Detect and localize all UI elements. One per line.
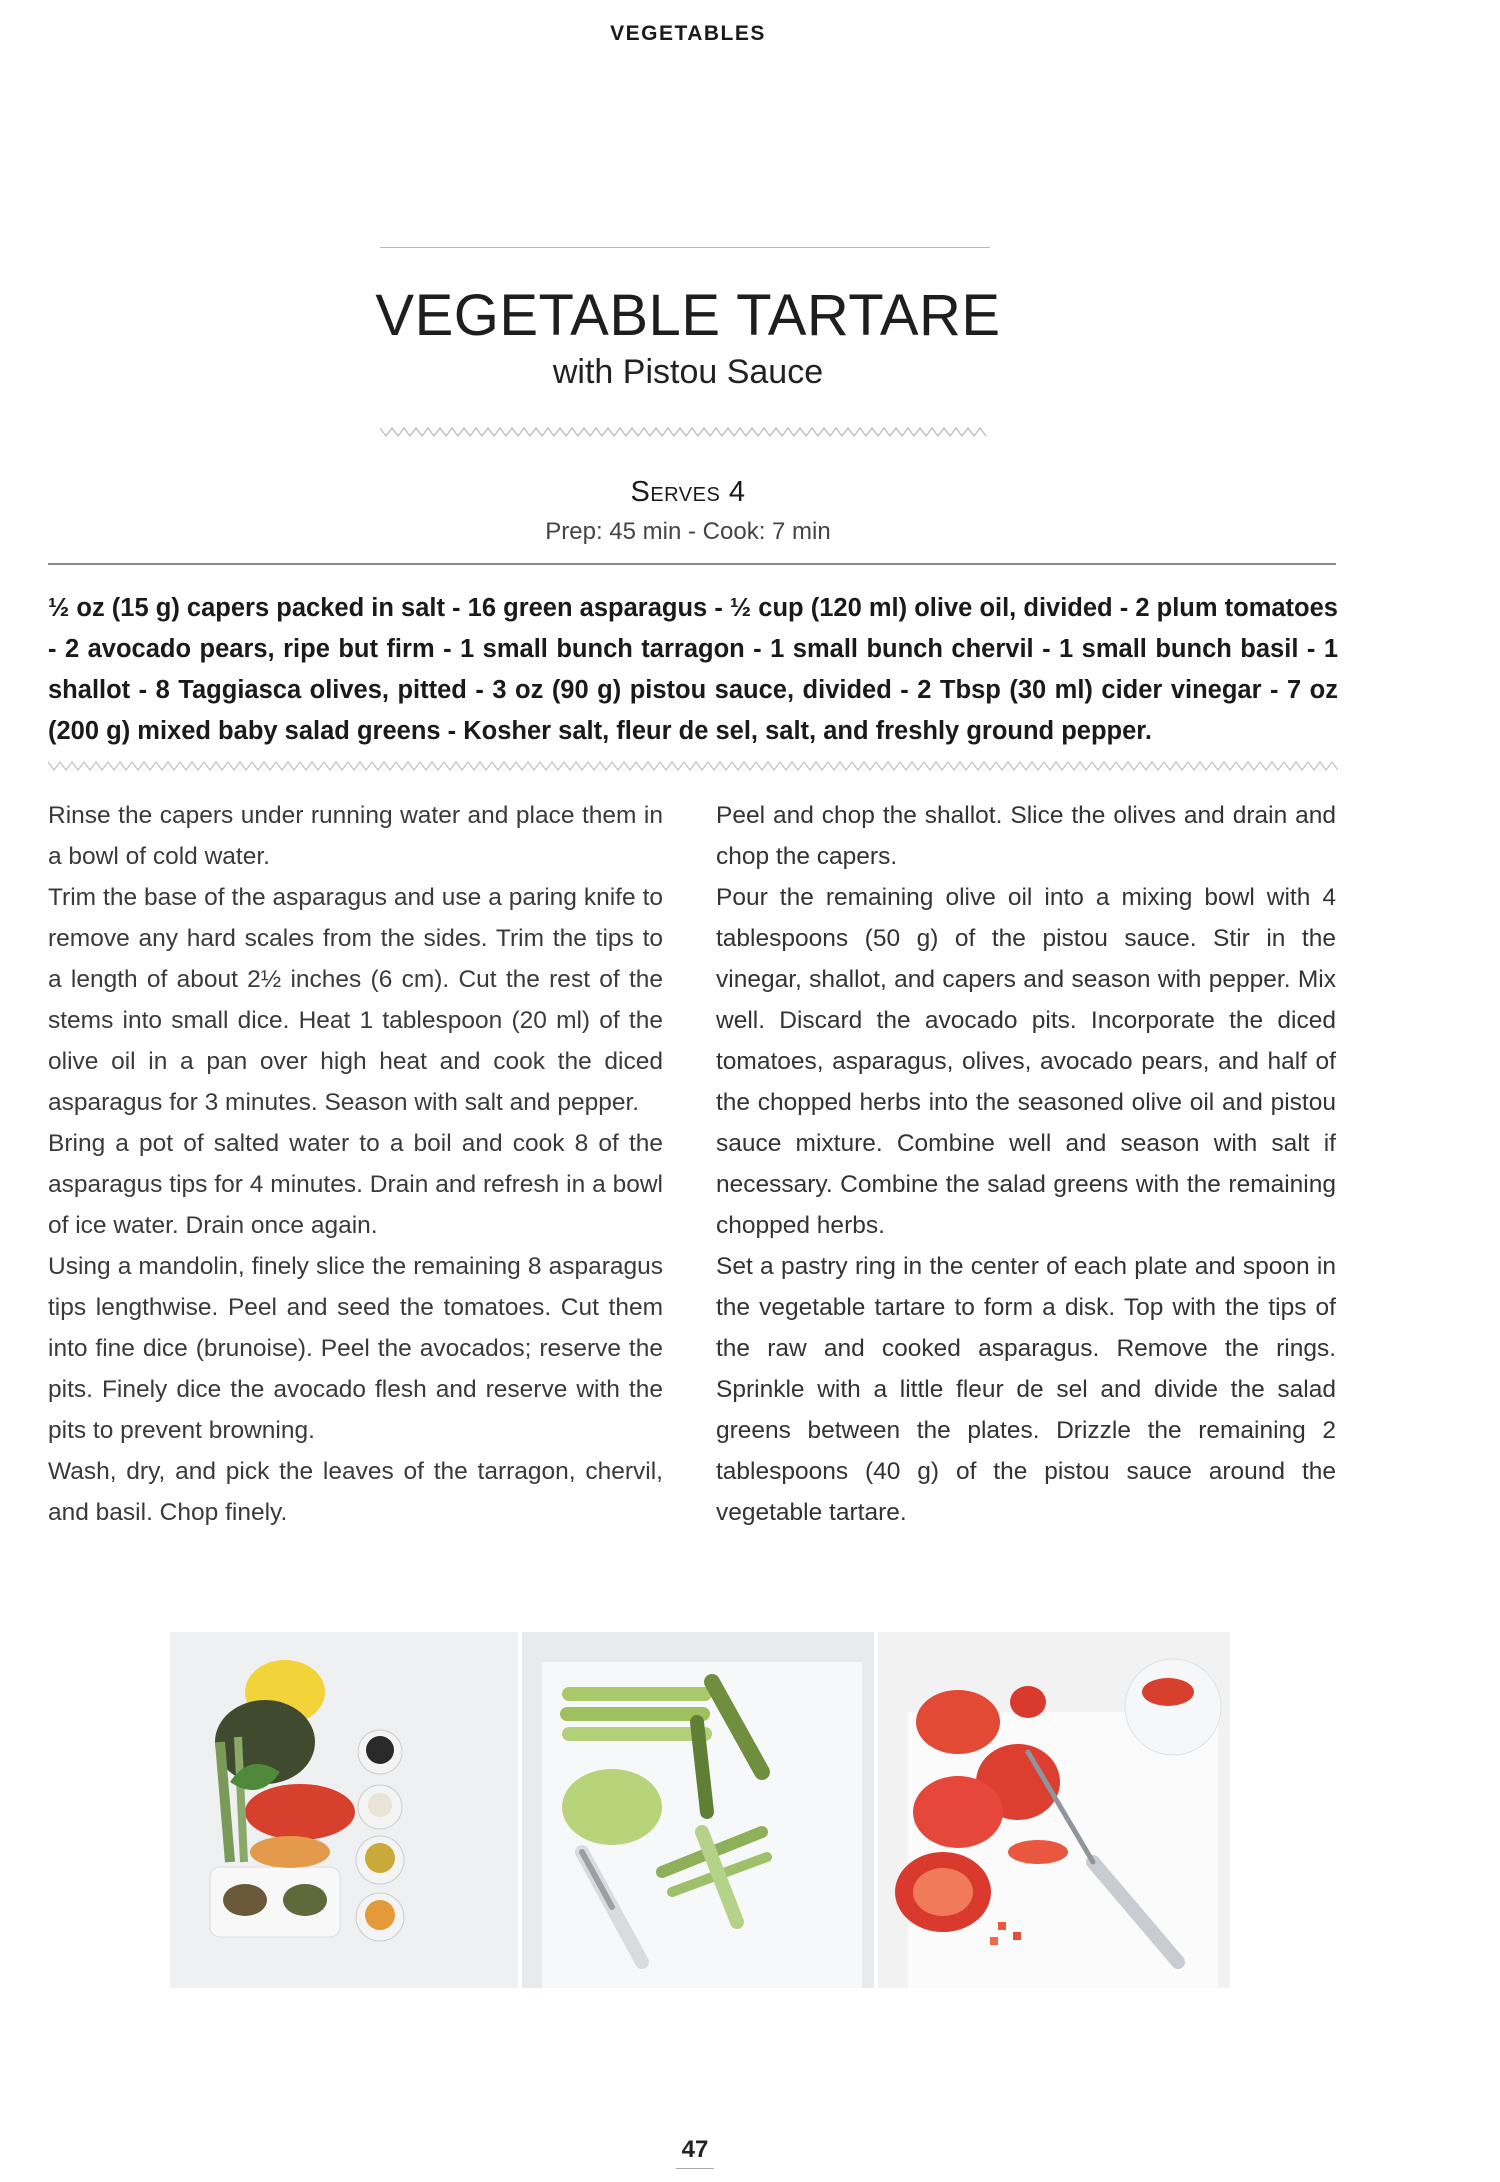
recipe-title: VEGETABLE TARTARE: [375, 283, 1001, 348]
method-step: Using a mandolin, finely slice the remaining 8 asparagus tips lengthwise. Peel and seed the tomatoes. Cut them into fine dice (brunoise). Peel the avocados; reserve the pits. Finely dice the avocado flesh and reserve with the pits to prevent browning.: [48, 1253, 663, 1444]
method-step: Set a pastry ring in the center of each plate and spoon in the vegetable tartare to form a disk. Top with the tips of the raw and cooked asparagus. Remove the rings. Sprinkle with a little fleur de sel and divide the salad greens between the plates. Drizzle the remaining 2 tablespoons (40 g) of the pistou sauce around the vegetable tartare.: [716, 1253, 1336, 1526]
prep-cook-times: Prep: 45 min - Cook: 7 min: [545, 518, 831, 545]
ingredients-zigzag-divider: [48, 760, 1338, 772]
asparagus-photo: [522, 1632, 874, 1988]
method-step: Pour the remaining olive oil into a mixing bowl with 4 tablespoons (50 g) of the pistou sauce. Stir in the vinegar, shallot, and capers and season with pepper. Mix well. Discard the avocado pits. Incorporate the diced tomatoes, asparagus, olives, avocado pears, and half of the chopped herbs into the seasoned olive oil and pistou sauce mixture. Combine well and season with salt if necessary. Combine the salad greens with the remaining chopped herbs.: [716, 884, 1336, 1239]
method-step: Wash, dry, and pick the leaves of the tarragon, chervil, and basil. Chop finely.: [48, 1458, 663, 1526]
method-column-left: [48, 795, 663, 1533]
tomatoes-photo: [878, 1632, 1230, 1988]
ingredients-list: ½ oz (15 g) capers packed in salt - 16 green asparagus - ½ cup (120 ml) olive oil, divided - 2 plum tomatoes - 2 avocado pears, ripe but firm - 1 small bunch tarragon - 1 small bunch chervil - 1 small bunch basil - 1 shallot - 8 Taggiasca olives, pitted - 3 oz (90 g) pistou sauce, divided - 2 Tbsp (30 ml) cider vinegar - 7 oz (200 g) mixed baby salad greens - Kosher salt, fleur de sel, salt, and freshly ground pepper.: [48, 594, 1338, 745]
ingredients-top-rule: [48, 563, 1336, 565]
title-zigzag-divider: [380, 426, 990, 438]
ingredients-photo: [170, 1632, 518, 1988]
method-step: Trim the base of the asparagus and use a paring knife to remove any hard scales from the sides. Trim the tips to a length of about 2½ inches (6 cm). Cut the rest of the stems into small dice. Heat 1 tablespoon (20 ml) of the olive oil in a pan over high heat and cook the diced asparagus for 3 minutes. Season with salt and pepper.: [48, 884, 663, 1116]
step-photos: [170, 1632, 1230, 1988]
method-step: Peel and chop the shallot. Slice the olives and drain and chop the capers.: [716, 802, 1336, 870]
method-column-right: [716, 795, 1336, 1533]
serves-label: Serves 4: [630, 476, 746, 508]
page-number-rule: [676, 2168, 714, 2169]
method-step: Rinse the capers under running water and place them in a bowl of cold water.: [48, 802, 663, 870]
title-top-rule: [380, 247, 990, 248]
section-header: VEGETABLES: [610, 22, 766, 45]
method-step: Bring a pot of salted water to a boil and cook 8 of the asparagus tips for 4 minutes. Drain and refresh in a bowl of ice water. Drain once again.: [48, 1130, 663, 1239]
recipe-subtitle: with Pistou Sauce: [552, 353, 824, 391]
page-number: 47: [681, 2136, 709, 2163]
